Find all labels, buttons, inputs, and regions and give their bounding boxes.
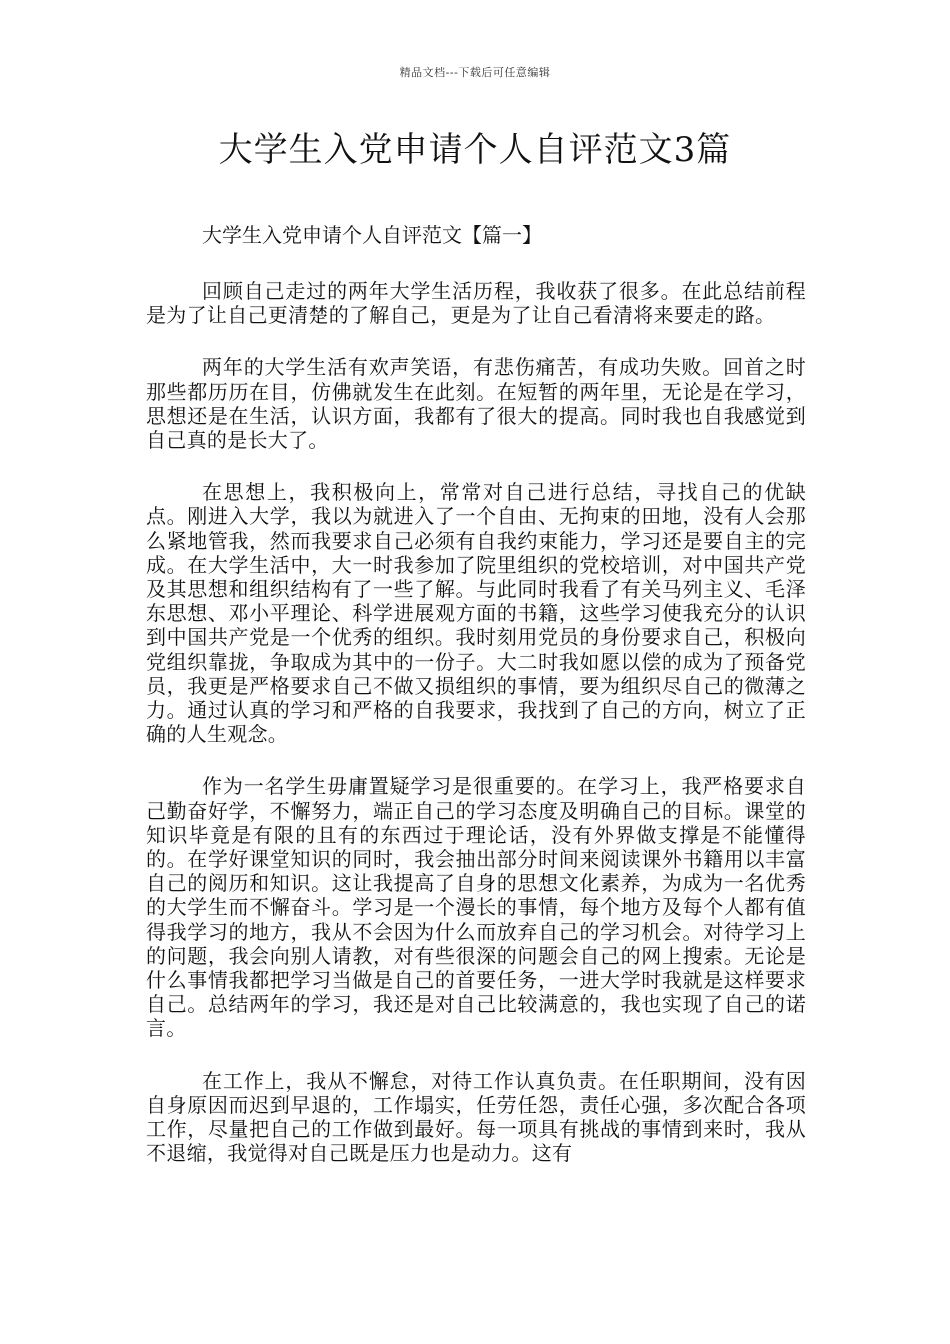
- document-title: 大学生入党申请个人自评范文3篇: [218, 130, 732, 170]
- document-body: [146, 222, 806, 1194]
- paragraph-5: 在工作上，我从不懈怠，对待工作认真负责。在任职期间，没有因自身原因而迟到早退的，工作塌实，任劳任怨，责任心强，多次配合各项工作，尽量把自己的工作做到最好。每一项具有挑战的事情到来时，我从不退缩，我觉得对自己既是压力也是动力。这有: [146, 1068, 806, 1166]
- section-heading: 大学生入党申请个人自评范文【篇一】: [202, 223, 542, 247]
- header-note: 精品文档---下载后可任意编辑: [399, 66, 551, 79]
- paragraph-3: 在思想上，我积极向上，常常对自己进行总结，寻找自己的优缺点。刚进入大学，我以为就进入了一个自由、无拘束的田地，没有人会那么紧地管我，然而我要求自己必须有自我约束能力，学习还是要自主的完成。在大学生活中，大一时我参加了院里组织的党校培训，对中国共产党及其思想和组织结构有了一些了解。与此同时我看了有关马列主义、毛泽东思想、邓小平理论、科学进展观方面的书籍，这些学习使我充分的认识到中国共产党是一个优秀的组织。我时刻用党员的身份要求自己，积极向党组织靠拢，争取成为其中的一份子。大二时我如愿以偿的成为了预备党员，我更是严格要求自己不做又损组织的事情，要为组织尽自己的微薄之力。通过认真的学习和严格的自我要求，我找到了自己的方向，树立了正确的人生观念。: [146, 480, 806, 747]
- paragraph-1: 回顾自己走过的两年大学生活历程，我收获了很多。在此总结前程是为了让自己更清楚的了解自己，更是为了让自己看清将来要走的路。: [146, 279, 806, 328]
- paragraph-4: 作为一名学生毋庸置疑学习是很重要的。在学习上，我严格要求自己勤奋好学，不懈努力，端正自己的学习态度及明确自己的目标。课堂的知识毕竟是有限的且有的东西过于理论话，没有外界做支撑是不能懂得的。在学好课堂知识的同时，我会抽出部分时间来阅读课外书籍用以丰富自己的阅历和知识。这让我提高了自身的思想文化素养，为成为一名优秀的大学生而不懈奋斗。学习是一个漫长的事情，每个地方及每个人都有值得我学习的地方，我从不会因为什么而放弃自己的学习机会。对待学习上的问题，我会向别人请教，对有些很深的问题会自己的网上搜索。无论是什么事情我都把学习当做是自己的首要任务，一进大学时我就是这样要求自己。总结两年的学习，我还是对自己比较满意的，我也实现了自己的诺言。: [146, 774, 806, 1041]
- paragraph-2: 两年的大学生活有欢声笑语，有悲伤痛苦，有成功失败。回首之时那些都历历在目，仿佛就发生在此刻。在短暂的两年里，无论是在学习，思想还是在生活，认识方面，我都有了很大的提高。同时我也自我感觉到自己真的是长大了。: [146, 355, 806, 453]
